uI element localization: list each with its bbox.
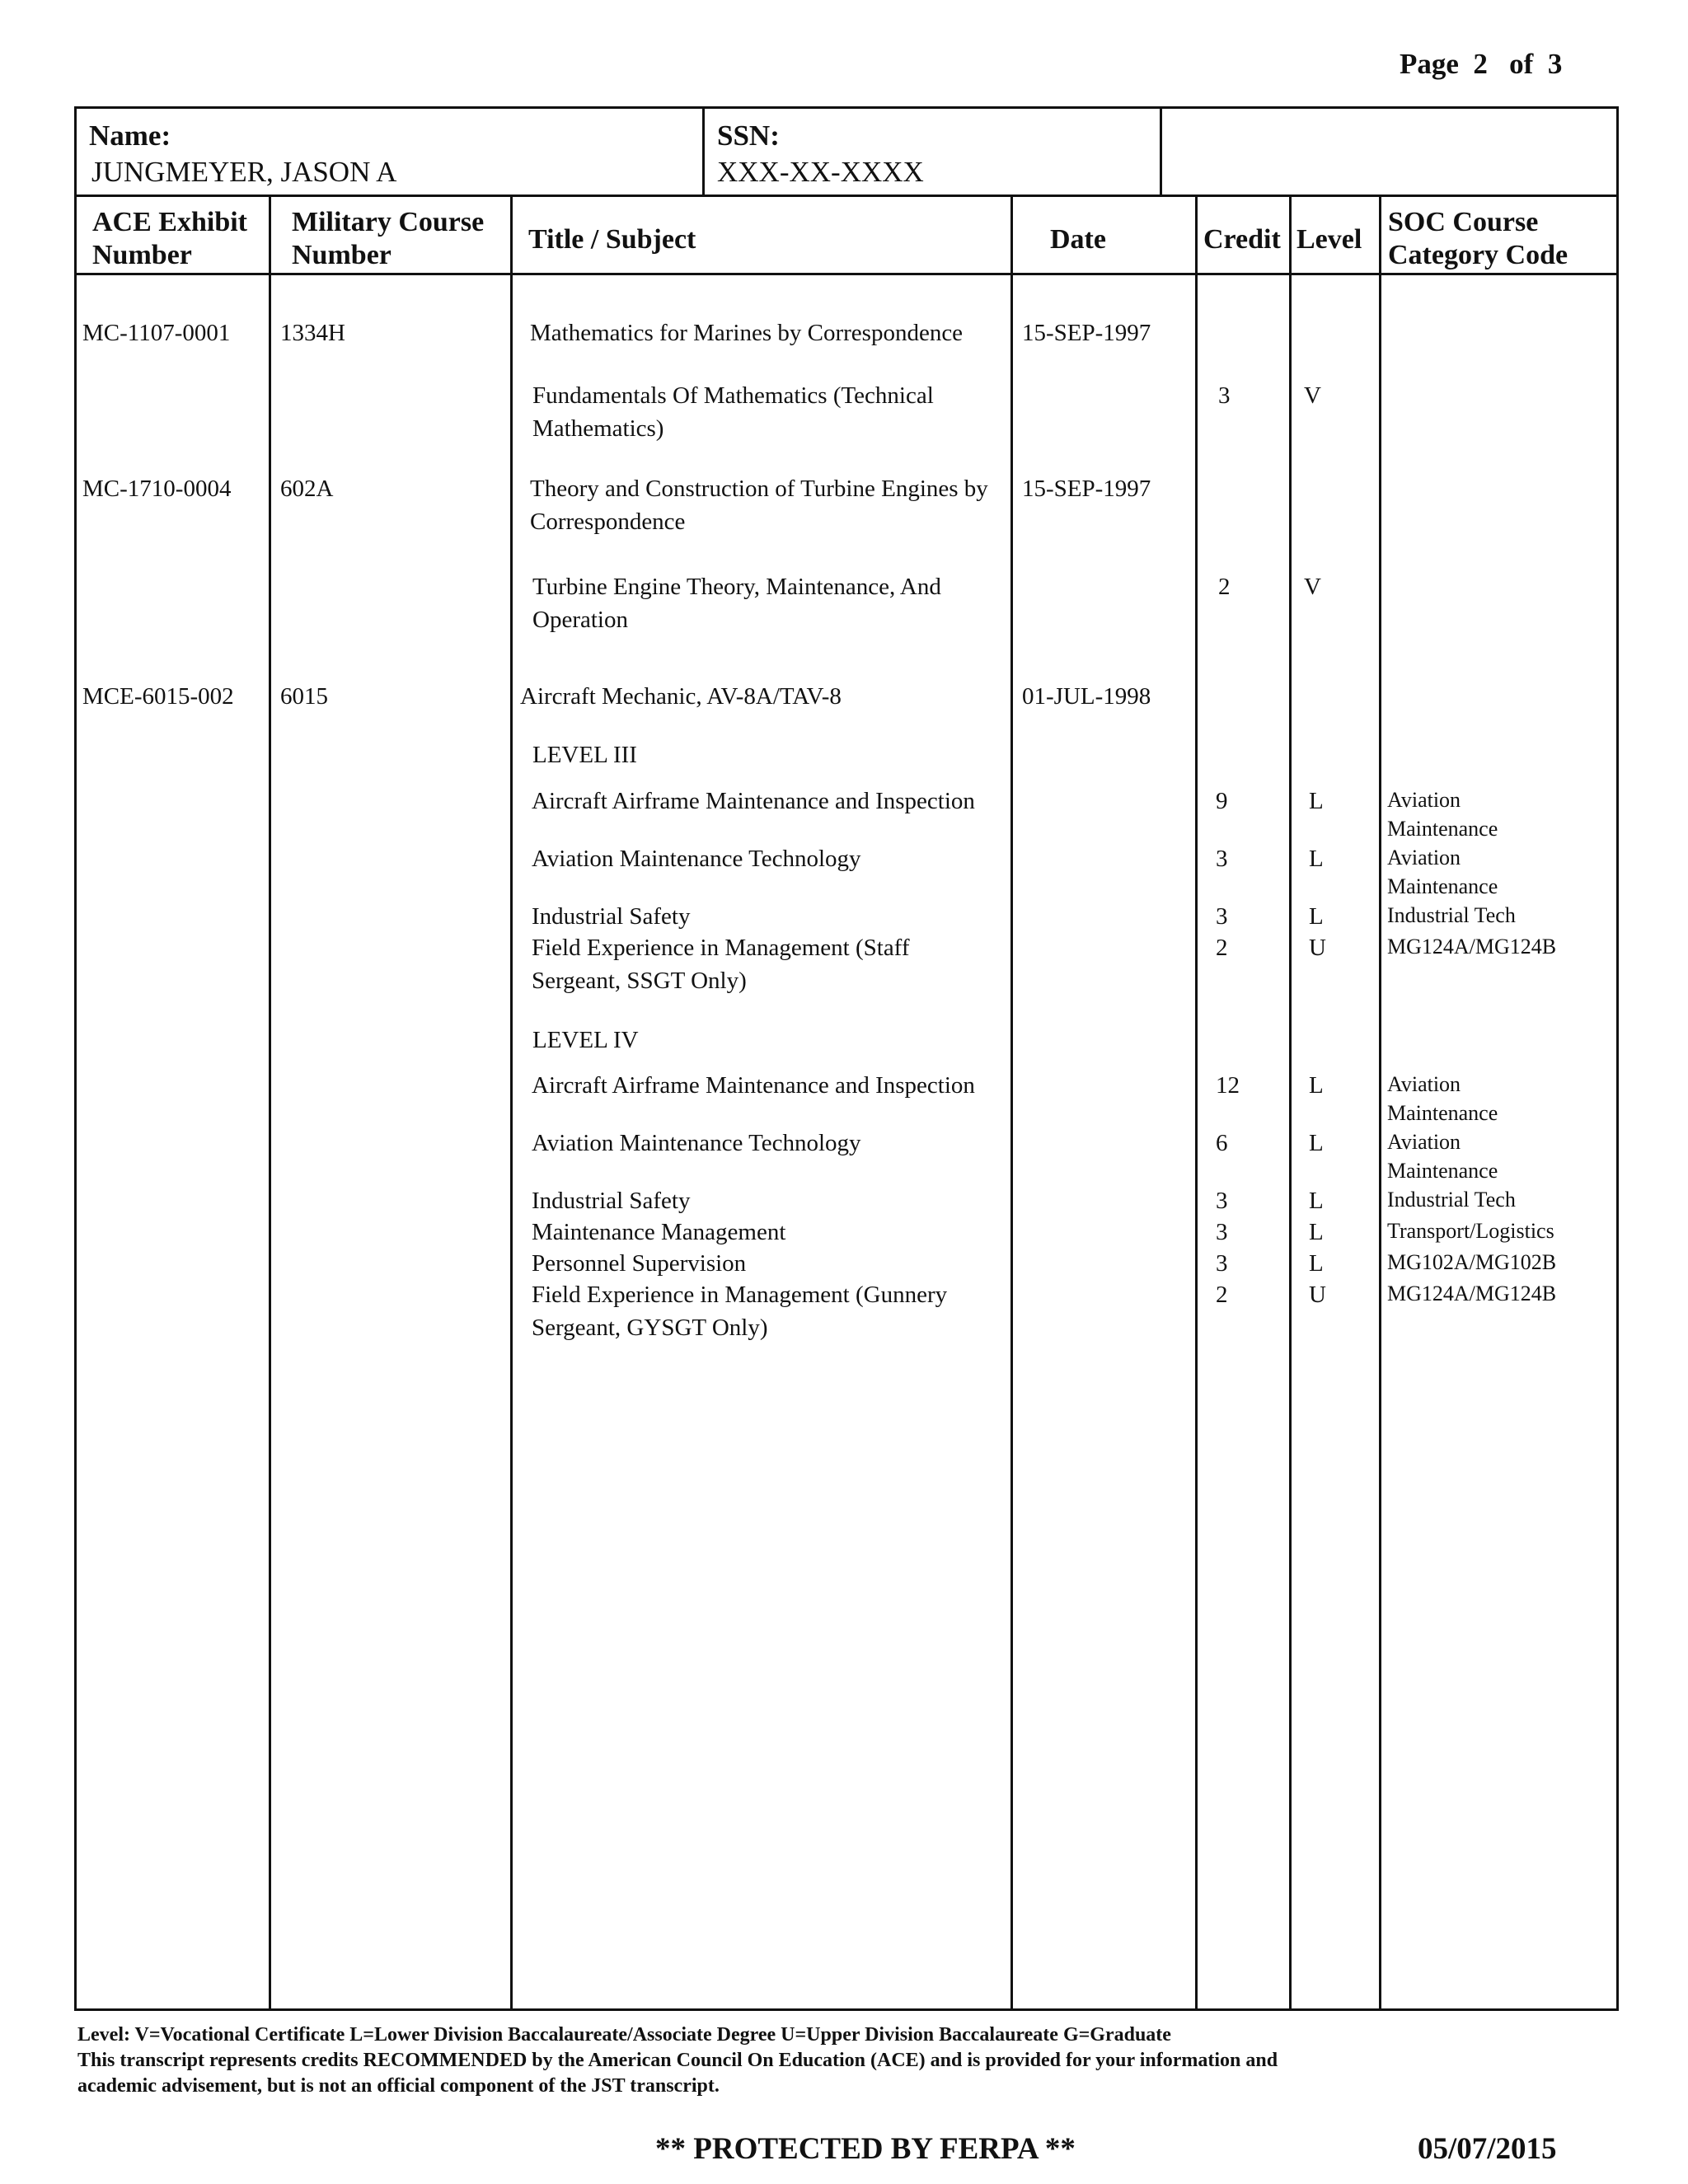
subject-title: Fundamentals Of Mathematics (Technical Mathematics) <box>532 382 934 442</box>
military-course-number: 1334H <box>280 320 345 346</box>
credit-value: 3 <box>1216 1188 1228 1214</box>
credit-value: 2 <box>1218 574 1231 600</box>
col-header-soc-line2: Category Code <box>1388 240 1568 270</box>
credit-value: 3 <box>1216 1219 1228 1245</box>
header-bottom-rule <box>74 194 1619 197</box>
page-label: Page <box>1400 48 1459 80</box>
col-divider-soc <box>1379 194 1381 2011</box>
course-title: Theory and Construction of Turbine Engines by Correspondence <box>530 476 988 535</box>
col-header-credit: Credit <box>1203 224 1281 255</box>
ace-exhibit-number: MC-1710-0004 <box>82 476 232 502</box>
col-divider-military <box>269 194 271 2011</box>
level-value: L <box>1309 903 1324 930</box>
page-number: 2 <box>1473 48 1488 80</box>
transcript-note-line2: academic advisement, but is not an official component of the JST transcript. <box>77 2075 720 2097</box>
credit-value: 3 <box>1216 846 1228 872</box>
subject-title: Industrial Safety <box>532 1188 691 1214</box>
level-value: L <box>1309 1219 1324 1245</box>
ferpa-notice: ** PROTECTED BY FERPA ** <box>655 2132 1076 2166</box>
col-divider-date <box>1010 194 1013 2011</box>
soc-category: MG124A/MG124B <box>1387 935 1557 958</box>
course-date: 01-JUL-1998 <box>1022 683 1151 710</box>
column-header-rule <box>74 273 1619 275</box>
credit-value: 2 <box>1216 935 1228 961</box>
subject-title: Maintenance Management <box>532 1219 786 1245</box>
col-header-ace-line2: Number <box>92 240 192 270</box>
col-header-military <box>292 206 484 272</box>
level-value: V <box>1304 574 1321 600</box>
level-heading: LEVEL III <box>532 742 637 768</box>
subject-title: Field Experience in Management (Gunnery Sergeant, GYSGT Only) <box>532 1282 948 1341</box>
print-date: 05/07/2015 <box>1418 2132 1557 2166</box>
soc-category: Aviation Maintenance <box>1387 1072 1498 1125</box>
header-divider-2 <box>1160 106 1162 195</box>
page-total: 3 <box>1547 48 1563 80</box>
level-value: U <box>1309 935 1326 961</box>
military-course-number: 602A <box>280 476 334 502</box>
level-legend: Level: V=Vocational Certificate L=Lower Division Baccalaureate/Associate Degree U=Upper Division Baccalaureate G=Graduate <box>77 2024 1171 2046</box>
soc-category: Aviation Maintenance <box>1387 788 1498 841</box>
credit-value: 3 <box>1216 1250 1228 1277</box>
col-header-soc-line1: SOC Course <box>1388 207 1539 237</box>
level-value: L <box>1309 1250 1324 1277</box>
subject-title: Aviation Maintenance Technology <box>532 1130 861 1156</box>
col-header-ace-line1: ACE Exhibit <box>92 207 247 237</box>
soc-category: Transport/Logistics <box>1387 1219 1554 1243</box>
course-date: 15-SEP-1997 <box>1022 320 1151 346</box>
name-label: Name: <box>89 120 171 152</box>
level-value: V <box>1304 382 1321 409</box>
credit-value: 2 <box>1216 1282 1228 1308</box>
soc-category: MG102A/MG102B <box>1387 1250 1557 1274</box>
subject-title: Industrial Safety <box>532 903 691 930</box>
subject-title: Aircraft Airframe Maintenance and Inspection <box>532 788 975 814</box>
col-header-military-line2: Number <box>292 240 392 270</box>
subject-title: Aviation Maintenance Technology <box>532 846 861 872</box>
col-header-military-line1: Military Course <box>292 207 485 237</box>
page-indicator <box>1400 48 1562 81</box>
level-heading: LEVEL IV <box>532 1027 639 1053</box>
ace-exhibit-number: MC-1107-0001 <box>82 320 231 346</box>
credit-value: 12 <box>1216 1072 1240 1099</box>
course-date: 15-SEP-1997 <box>1022 476 1151 502</box>
level-value: L <box>1309 1130 1324 1156</box>
level-value: L <box>1309 1188 1324 1214</box>
soc-category: Aviation Maintenance <box>1387 1130 1498 1183</box>
col-header-ace <box>92 206 247 272</box>
level-value: L <box>1309 846 1324 872</box>
col-divider-credit <box>1195 194 1198 2011</box>
col-divider-level <box>1289 194 1292 2011</box>
credit-value: 9 <box>1216 788 1228 814</box>
subject-title: Turbine Engine Theory, Maintenance, And Operation <box>532 574 941 633</box>
transcript-note-line1: This transcript represents credits RECOMMENDED by the American Council On Education (ACE) and is provided for your information and <box>77 2050 1278 2071</box>
ssn-value: XXX-XX-XXXX <box>717 156 924 188</box>
col-divider-title <box>510 194 513 2011</box>
name-value: JUNGMEYER, JASON A <box>91 156 397 188</box>
soc-category: MG124A/MG124B <box>1387 1282 1557 1305</box>
level-value: U <box>1309 1282 1326 1308</box>
col-header-date: Date <box>1050 224 1106 255</box>
military-course-number: 6015 <box>280 683 328 710</box>
soc-category: Aviation Maintenance <box>1387 846 1498 898</box>
course-title: Aircraft Mechanic, AV-8A/TAV-8 <box>520 683 842 710</box>
col-header-level: Level <box>1296 224 1362 255</box>
soc-category: Industrial Tech <box>1387 1188 1516 1212</box>
col-header-title: Title / Subject <box>528 224 696 255</box>
header-divider-1 <box>702 106 705 195</box>
level-value: L <box>1309 1072 1324 1099</box>
col-header-soc <box>1388 206 1568 272</box>
subject-title: Aircraft Airframe Maintenance and Inspection <box>532 1072 975 1099</box>
soc-category: Industrial Tech <box>1387 903 1516 927</box>
subject-title: Field Experience in Management (Staff Sergeant, SSGT Only) <box>532 935 910 994</box>
credit-value: 3 <box>1218 382 1231 409</box>
subject-title: Personnel Supervision <box>532 1250 747 1277</box>
page-of-label: of <box>1509 48 1534 80</box>
ace-exhibit-number: MCE-6015-002 <box>82 683 234 710</box>
credit-value: 3 <box>1216 903 1228 930</box>
level-value: L <box>1309 788 1324 814</box>
credit-value: 6 <box>1216 1130 1228 1156</box>
ssn-label: SSN: <box>717 120 780 152</box>
course-title: Mathematics for Marines by Correspondence <box>530 320 964 346</box>
